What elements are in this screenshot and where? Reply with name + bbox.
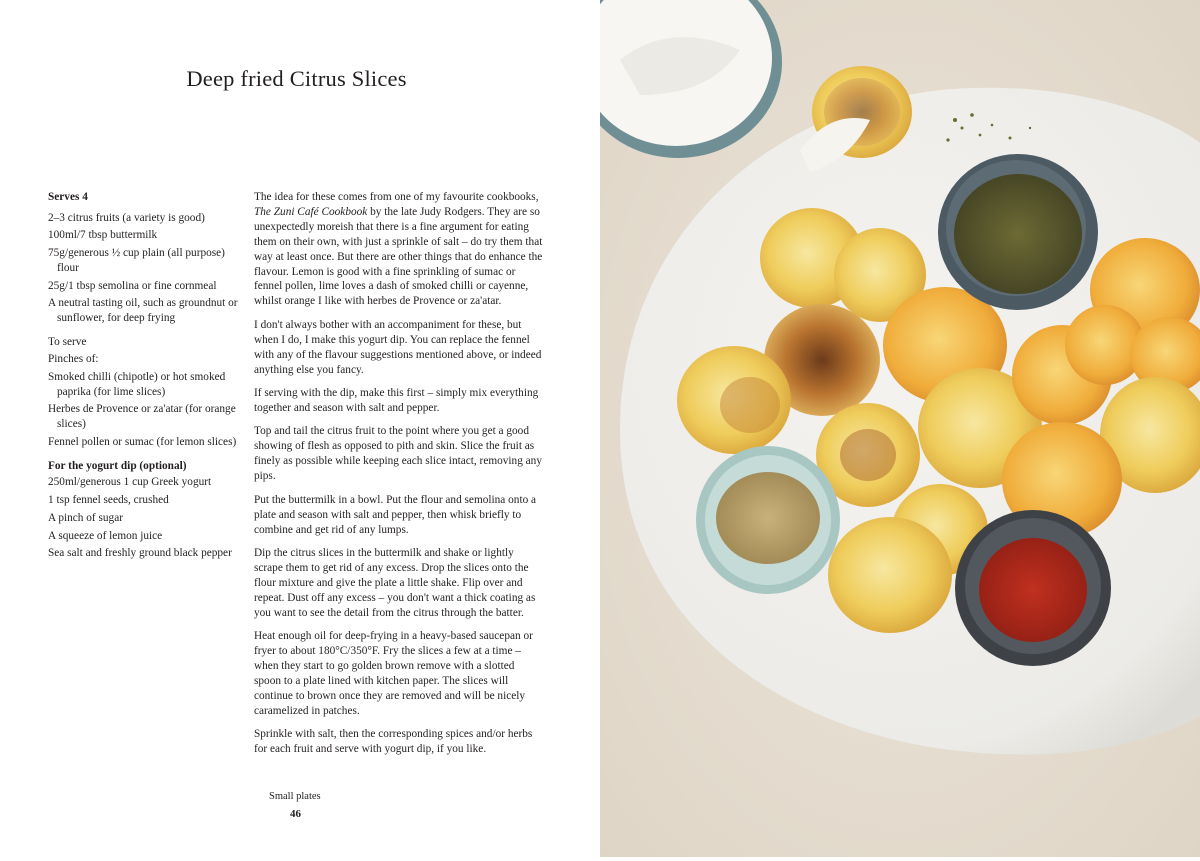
paprika-bowl (955, 510, 1111, 666)
ingredient-item: Herbes de Provence or za'atar (for orange slices) (48, 403, 236, 431)
ingredient-item: Sea salt and freshly ground black pepper (48, 547, 232, 560)
method-intro: The idea for these comes from one of my favourite cookbooks, The Zuni Café Cookbook by the late Judy Rodgers. They are so unexpectedly moreish that there is a fine argument for eating them on their own, with just a sprinkle of salt – do try them that way at least once. But there are other things that do enhance the flavour. Lemon is good with a fine sprinkling of sumac or fennel pollen, lime loves a dash of smoked chilli or cayenne, whilst orange I like with herbes de Provence or za'atar. (254, 191, 543, 308)
section-footer: Small plates (269, 791, 321, 802)
ingredient-item: 75g/generous ½ cup plain (all purpose) flour (48, 247, 225, 274)
ingredient-item: 1 tsp fennel seeds, crushed (48, 493, 169, 506)
to-serve-heading: To serve (48, 335, 87, 348)
recipe-page (0, 0, 600, 857)
method-paragraph: Top and tail the citrus fruit to the point where you get a good showing of flesh as opposed to pith and skin. Slice the fruit as finely as possible while keeping each slice intact, removing any pips. (254, 425, 542, 483)
ingredient-item: 25g/1 tbsp semolina or fine cornmeal (48, 279, 217, 292)
serves-label: Serves 4 (48, 191, 88, 203)
page-number: 46 (290, 808, 301, 820)
ingredients-column (48, 190, 243, 564)
fennel-bowl (696, 446, 840, 594)
to-serve-list (48, 352, 243, 449)
ingredient-item: A pinch of sugar (48, 511, 123, 524)
method-paragraph: Heat enough oil for deep-frying in a heavy-based saucepan or fryer to about 180°C/350°F. Fry the slices a few at a time – when they start to go golden brown remove with a slotted spoon to a plate lined with kitchen paper. The slices will continue to brown once they are removed and will be nicely caramelized in patches. (254, 630, 533, 717)
method-paragraph: Put the buttermilk in a bowl. Put the flour and semolina onto a plate and season with salt and pepper, then whisk briefly to combine and get rid of any lumps. (254, 493, 537, 536)
dip-ingredients-list (48, 475, 243, 561)
method-paragraph: Sprinkle with salt, then the corresponding spices and/or herbs for each fruit and serve with yogurt dip, if you like. (254, 728, 533, 756)
method-paragraph: If serving with the dip, make this first – simply mix everything together and season with salt and pepper. (254, 387, 539, 414)
method-paragraph: I don't always bother with an accompaniment for these, but when I do, I make this yogurt dip. You can replace the fennel with any of the flavour suggestions mentioned above, or indeed anything else you fancy. (254, 318, 542, 376)
dip-heading: For the yogurt dip (optional) (48, 459, 187, 472)
ingredient-item: Pinches of: (48, 353, 99, 366)
method-paragraph: Dip the citrus slices in the buttermilk and shake or lightly scrape them to get rid of any excess. Drop the slices onto the flour mixture and give the plate a little shake. Flip over and repeat. Dust off any excess – you don't want a thick coating as you want to see the detail from the citrus through the batter. (254, 547, 536, 619)
method-column (254, 190, 544, 766)
food-photo (600, 0, 1200, 857)
recipe-title: Deep fried Citrus Slices (186, 66, 407, 91)
book-title: The Zuni Café Cookbook (254, 205, 368, 218)
ingredient-item: 2–3 citrus fruits (a variety is good) (48, 211, 205, 224)
ingredient-item: Fennel pollen or sumac (for lemon slices) (48, 435, 237, 448)
ingredient-item: Smoked chilli (chipotle) or hot smoked paprika (for lime slices) (48, 371, 226, 398)
ingredient-item: A neutral tasting oil, such as groundnut or sunflower, for deep frying (48, 297, 238, 324)
zaatar-bowl (938, 154, 1098, 310)
ingredient-item: 250ml/generous 1 cup Greek yogurt (48, 476, 212, 489)
ingredient-item: A squeeze of lemon juice (48, 529, 163, 542)
main-ingredients-list (48, 211, 243, 326)
ingredient-item: 100ml/7 tbsp buttermilk (48, 229, 158, 242)
